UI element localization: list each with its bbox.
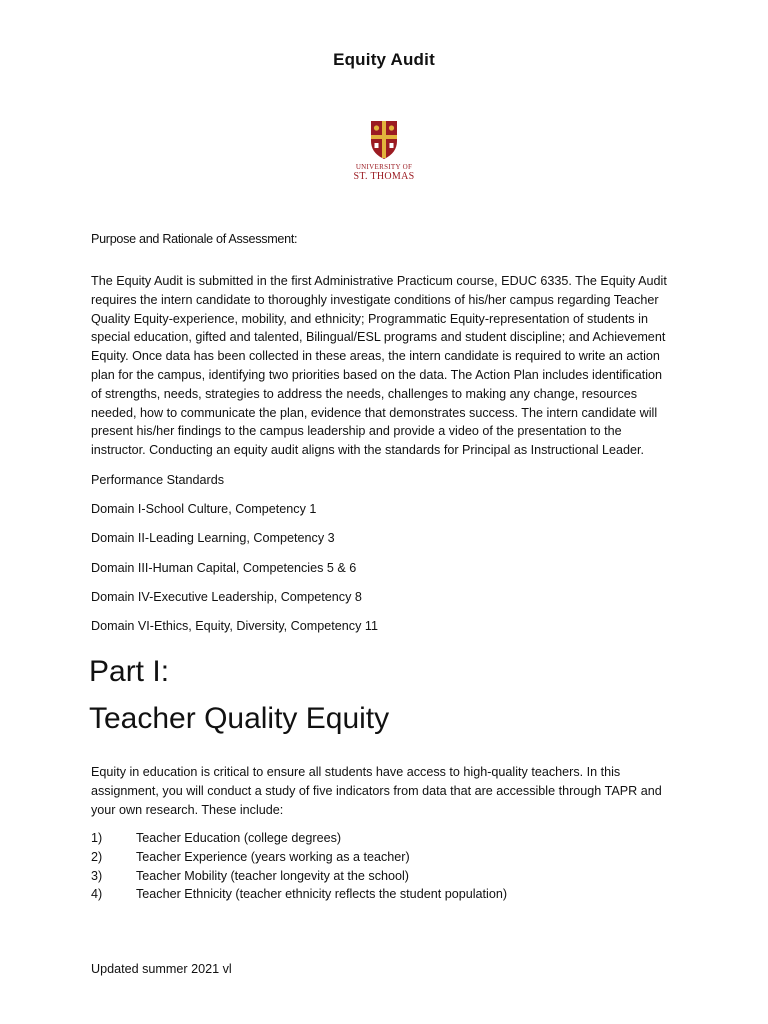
indicator-list: [91, 829, 691, 904]
document-title: Equity Audit: [333, 50, 435, 69]
list-item: [91, 829, 691, 848]
purpose-paragraph: [91, 272, 691, 460]
list-item-text: Teacher Ethnicity (teacher ethnicity reflects the student population): [136, 887, 508, 902]
list-item-number: 3): [91, 868, 103, 883]
logo-university-of: UNIVERSITY OF: [355, 163, 413, 171]
performance-standards-heading: Performance Standards: [91, 473, 225, 487]
part-title: Teacher Quality Equity: [89, 702, 390, 735]
intro-line: Equity in education is critical to ensure all students have access to high-quality teachers. In this: [91, 765, 621, 779]
logo-st-thomas: ST. THOMAS: [353, 171, 415, 182]
purpose-line: present his/her findings to the campus leadership and provide a video of the presentation to the: [91, 424, 622, 439]
intro-line: your own research. These include:: [91, 802, 284, 817]
crest-cross-vertical: [382, 121, 386, 158]
list-item: [91, 885, 691, 904]
crest-cross-horizontal: [371, 135, 397, 139]
intro-paragraph: [91, 763, 691, 819]
crest-ornament: [374, 125, 379, 130]
list-item: [91, 867, 691, 886]
list-item: [91, 848, 691, 867]
purpose-line: requires the intern candidate to thoroughly investigate conditions of his/her campus regarding Teacher: [91, 292, 659, 307]
footer-version: Updated summer 2021 vl: [91, 962, 232, 976]
purpose-line: of strengths, needs, strategies to address the needs, challenges to making any change, resources: [91, 386, 638, 401]
list-item-text: Teacher Education (college degrees): [136, 831, 342, 845]
purpose-line: needed, how to communicate the plan, evidence that demonstrates success. The intern candidate will: [91, 405, 658, 420]
standard-item: Domain IV-Executive Leadership, Competency 8: [91, 589, 362, 604]
purpose-line: plan for the campus, identifying two priorities based on the data. The Action Plan includes identification: [91, 367, 663, 382]
purpose-line: Equity. Once data has been collected in these areas, the intern candidate is required to write an action: [91, 349, 660, 364]
crest-ornament: [389, 125, 394, 130]
crest-book: [375, 143, 379, 148]
purpose-line: special education, gifted and talented, Bilingual/ESL programs and student discipline; and Achievement: [91, 330, 666, 345]
list-item-number: 4): [91, 887, 103, 902]
list-item-text: Teacher Mobility (teacher longevity at the school): [136, 868, 409, 883]
standard-item: Domain III-Human Capital, Competencies 5 & 6: [91, 560, 357, 575]
intro-line: assignment, you will conduct a study of five indicators from data that are accessible through TAPR and: [91, 783, 662, 798]
list-item-text: Teacher Experience (years working as a teacher): [136, 849, 410, 864]
purpose-line: instructor. Conducting an equity audit aligns with the standards for Principal as Instructional Leader.: [91, 443, 645, 458]
standard-item: Domain I-School Culture, Competency 1: [91, 502, 317, 517]
part-heading: [89, 648, 389, 742]
list-item-number: 2): [91, 849, 103, 864]
crest-book: [390, 143, 394, 148]
purpose-line: The Equity Audit is submitted in the first Administrative Practicum course, EDUC 6335. The Equity Audit: [91, 274, 667, 288]
list-item-number: 1): [91, 831, 103, 845]
purpose-line: Quality Equity-experience, mobility, and ethnicity; Programmatic Equity-representation of students in: [91, 311, 648, 326]
part-number: Part I:: [89, 655, 170, 688]
standard-item: Domain VI-Ethics, Equity, Diversity, Competency 11: [91, 618, 378, 633]
purpose-heading: Purpose and Rationale of Assessment:: [91, 232, 298, 246]
performance-standards: [91, 471, 691, 646]
standard-item: Domain II-Leading Learning, Competency 3: [91, 531, 335, 546]
